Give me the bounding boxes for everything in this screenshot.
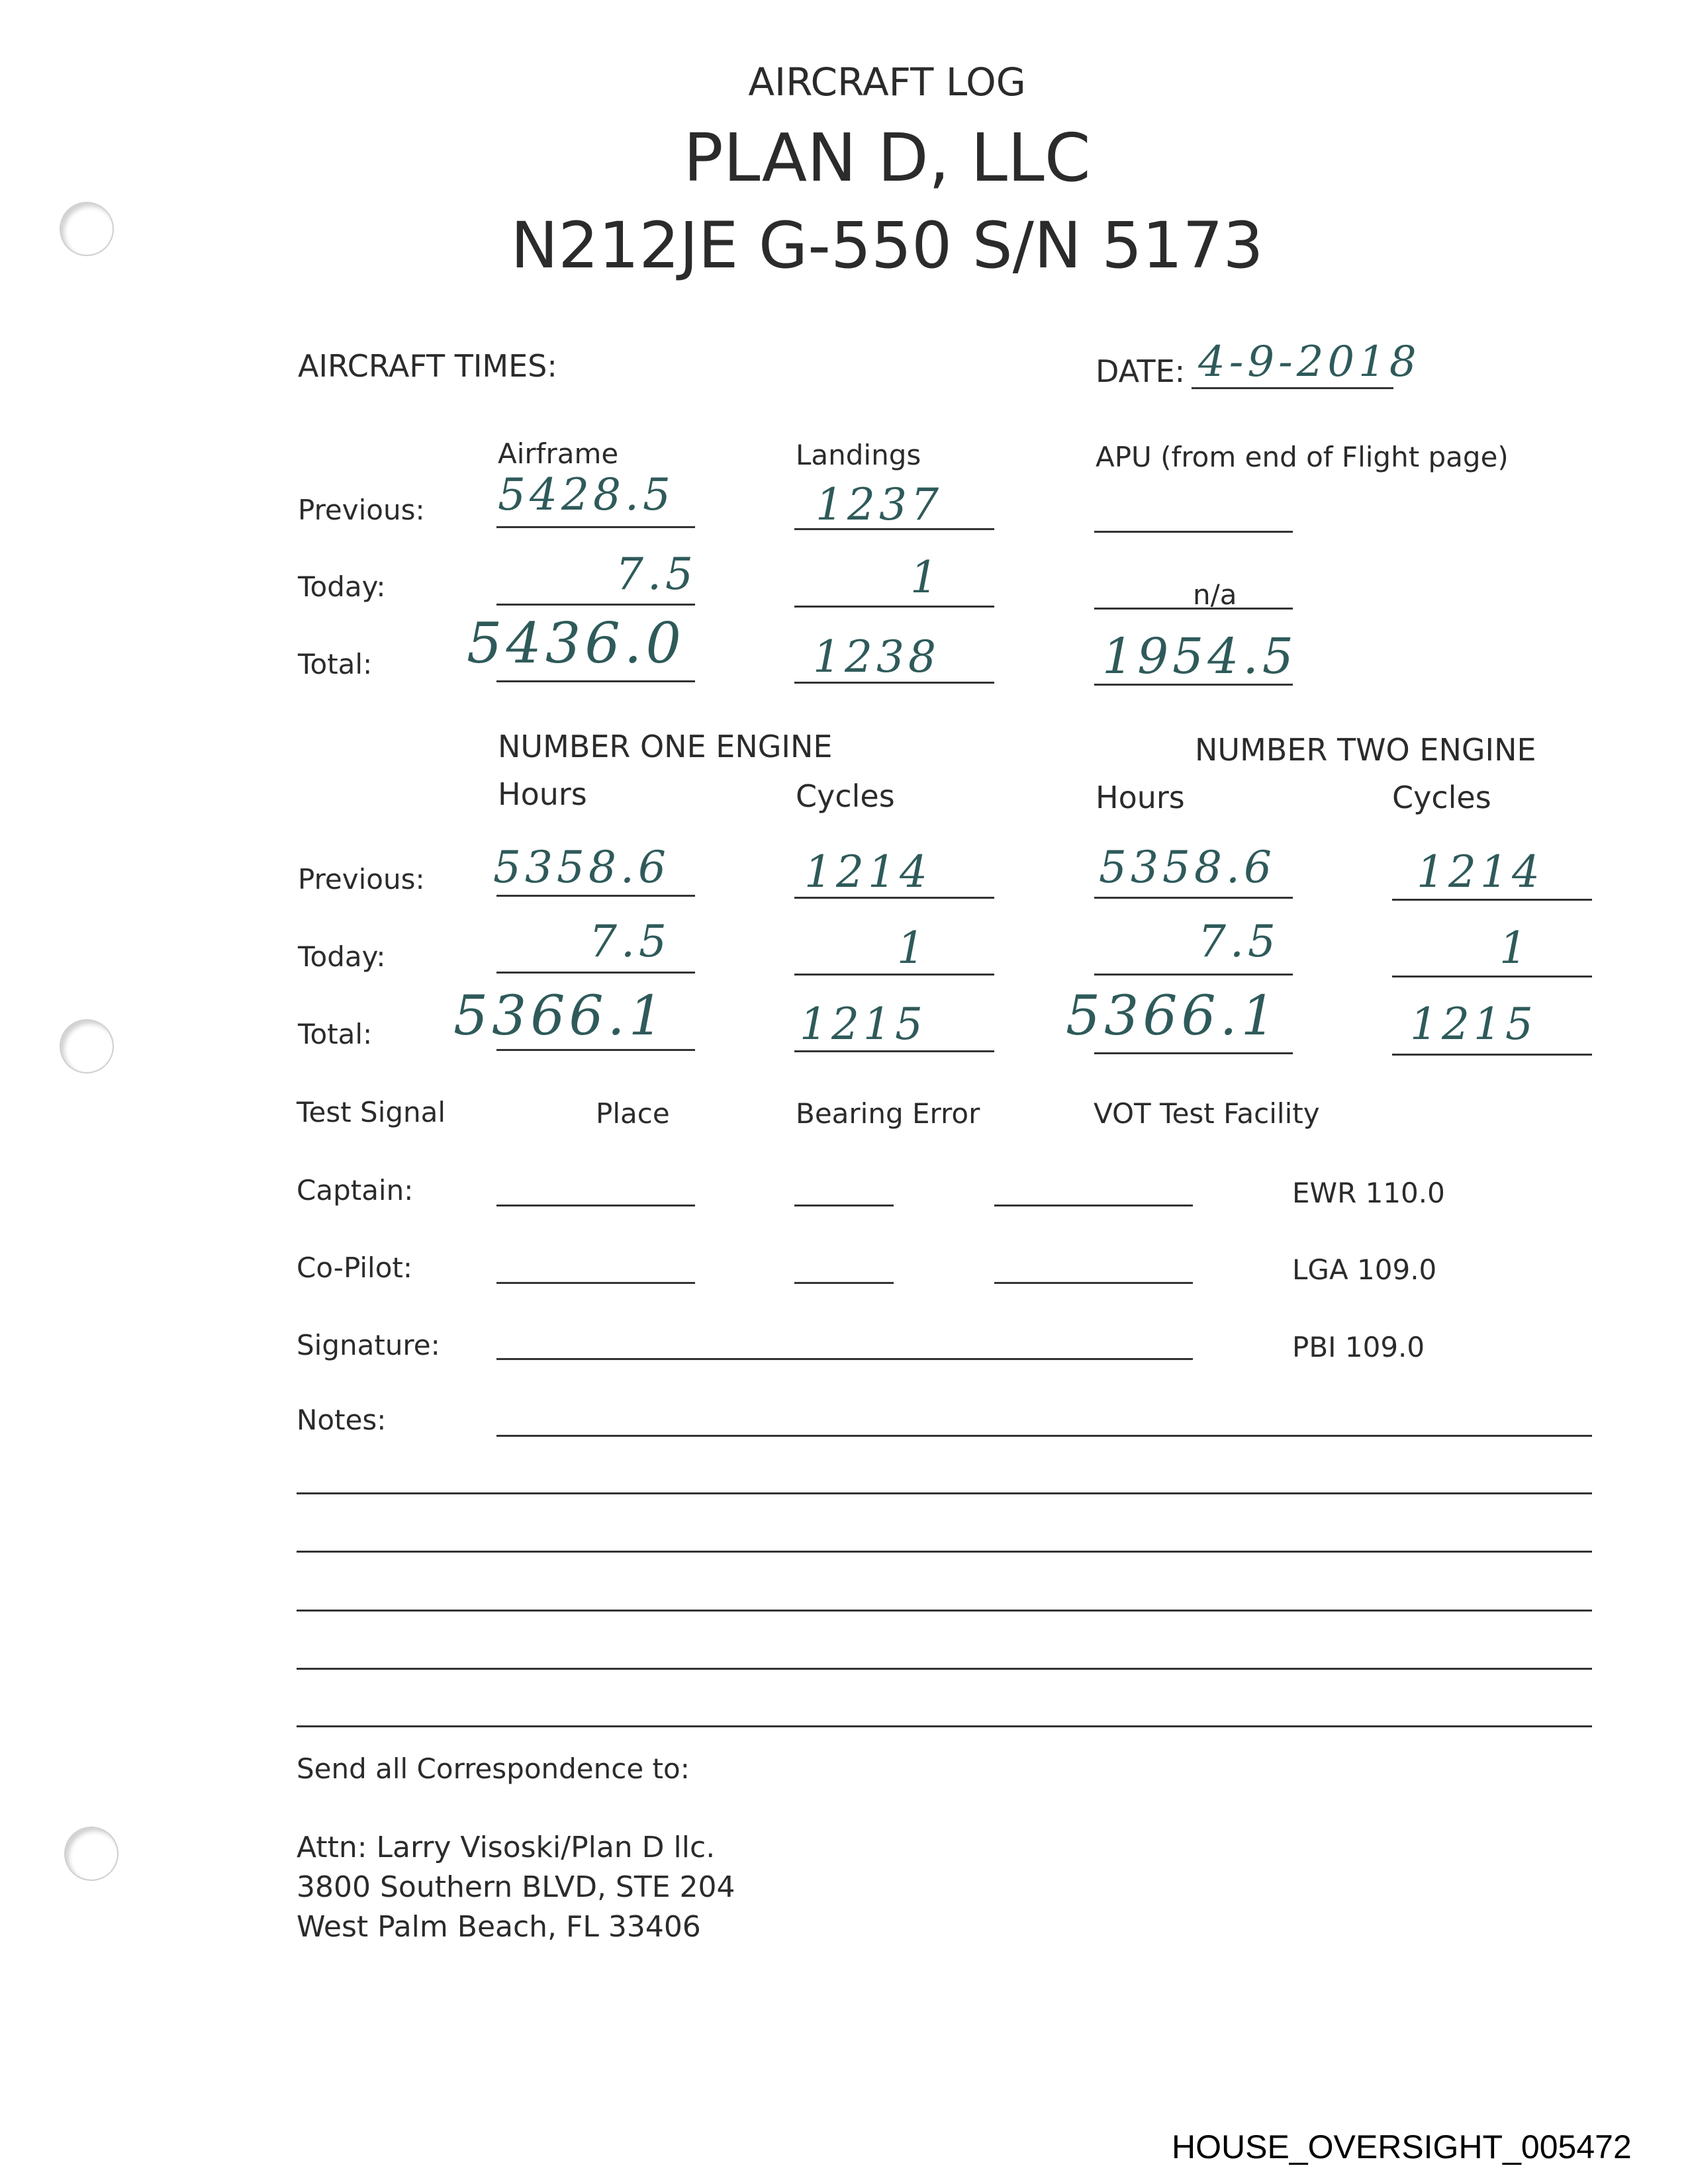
correspondence-heading: Send all Correspondence to: bbox=[297, 1752, 690, 1785]
apu-col-header: APU (from end of Flight page) bbox=[1096, 441, 1509, 473]
engine-two-hours-total-line bbox=[1094, 1052, 1293, 1054]
apu-total-line bbox=[1094, 684, 1293, 686]
engine-one-hours-header: Hours bbox=[498, 776, 587, 812]
landings-previous-line bbox=[794, 528, 994, 530]
notes-line-1 bbox=[496, 1435, 1592, 1437]
binder-hole-middle bbox=[60, 1019, 114, 1073]
engine-one-cycles-previous: 1214 bbox=[804, 846, 931, 897]
aircraft-times-label: AIRCRAFT TIMES: bbox=[298, 348, 557, 384]
company-name: PLAN D, LLC bbox=[683, 119, 1091, 197]
engine-one-hours-previous: 5358.6 bbox=[493, 842, 670, 893]
engine-one-header: NUMBER ONE ENGINE bbox=[498, 729, 833, 764]
document-id: HOUSE_OVERSIGHT_005472 bbox=[1172, 2128, 1632, 2165]
engine-two-hours-total: 5366.1 bbox=[1066, 985, 1280, 1048]
engine-two-header: NUMBER TWO ENGINE bbox=[1195, 732, 1536, 768]
captain-vot-line bbox=[994, 1205, 1193, 1206]
copilot-label: Co-Pilot: bbox=[297, 1251, 413, 1284]
engine-two-hours-today-line bbox=[1094, 974, 1293, 976]
landings-col-header: Landings bbox=[796, 439, 921, 471]
apu-previous-line bbox=[1094, 531, 1293, 533]
engine-one-hours-today: 7.5 bbox=[589, 916, 671, 967]
engine-one-cycles-total: 1215 bbox=[800, 999, 927, 1050]
facility-ewr: EWR 110.0 bbox=[1292, 1177, 1445, 1209]
signature-label: Signature: bbox=[297, 1329, 440, 1361]
landings-previous: 1237 bbox=[816, 479, 943, 530]
total-label: Total: bbox=[298, 648, 373, 680]
notes-line-4 bbox=[297, 1610, 1592, 1612]
engine-one-cycles-previous-line bbox=[794, 897, 994, 899]
engine-two-cycles-today: 1 bbox=[1499, 923, 1531, 974]
engine-two-cycles-previous-line bbox=[1392, 899, 1592, 901]
airframe-today: 7.5 bbox=[616, 549, 697, 600]
engine-two-cycles-total: 1215 bbox=[1410, 999, 1537, 1050]
airframe-total-line bbox=[496, 680, 695, 682]
captain-bearing-line bbox=[794, 1205, 894, 1206]
captain-place-line bbox=[496, 1205, 695, 1206]
landings-total-line bbox=[794, 682, 994, 684]
notes-line-2 bbox=[297, 1492, 1592, 1494]
notes-label: Notes: bbox=[297, 1404, 387, 1436]
engine-two-hours-today: 7.5 bbox=[1198, 916, 1280, 967]
engine-two-cycles-previous: 1214 bbox=[1417, 846, 1544, 897]
engine-two-cycles-header: Cycles bbox=[1392, 780, 1491, 815]
captain-label: Captain: bbox=[297, 1174, 414, 1206]
engine-one-hours-total: 5366.1 bbox=[453, 985, 667, 1048]
address-line-3: West Palm Beach, FL 33406 bbox=[297, 1910, 701, 1944]
engine-one-cycles-today-line bbox=[794, 974, 994, 976]
airframe-col-header: Airframe bbox=[498, 437, 619, 470]
engine-one-hours-previous-line bbox=[496, 895, 695, 897]
airframe-today-line bbox=[496, 604, 695, 606]
date-underline bbox=[1192, 387, 1393, 389]
apu-total: 1954.5 bbox=[1102, 628, 1297, 685]
notes-line-5 bbox=[297, 1668, 1592, 1670]
engine-one-cycles-total-line bbox=[794, 1050, 994, 1052]
facility-pbi: PBI 109.0 bbox=[1292, 1331, 1425, 1363]
engine-one-cycles-header: Cycles bbox=[796, 778, 895, 814]
engine-total-label: Total: bbox=[298, 1018, 373, 1050]
landings-total: 1238 bbox=[813, 631, 940, 682]
address-line-1: Attn: Larry Visoski/Plan D llc. bbox=[297, 1831, 716, 1864]
log-title: AIRCRAFT LOG bbox=[748, 60, 1026, 105]
copilot-place-line bbox=[496, 1282, 695, 1284]
copilot-vot-line bbox=[994, 1282, 1193, 1284]
test-signal-label: Test Signal bbox=[297, 1096, 446, 1128]
engine-two-hours-previous: 5358.6 bbox=[1099, 842, 1276, 893]
airframe-previous-line bbox=[496, 526, 695, 528]
airframe-total: 5436.0 bbox=[467, 611, 685, 676]
engine-today-label: Today: bbox=[298, 940, 386, 973]
airframe-previous: 5428.5 bbox=[498, 469, 675, 520]
apu-today: n/a bbox=[1193, 578, 1237, 611]
engine-previous-label: Previous: bbox=[298, 863, 425, 895]
notes-line-6 bbox=[297, 1725, 1592, 1727]
notes-line-3 bbox=[297, 1551, 1592, 1553]
copilot-bearing-line bbox=[794, 1282, 894, 1284]
place-label: Place bbox=[596, 1097, 670, 1130]
signature-line bbox=[496, 1358, 1193, 1360]
landings-today-line bbox=[794, 606, 994, 608]
address-line-2: 3800 Southern BLVD, STE 204 bbox=[297, 1870, 735, 1904]
engine-one-hours-today-line bbox=[496, 972, 695, 974]
engine-one-hours-total-line bbox=[496, 1049, 695, 1051]
landings-today: 1 bbox=[910, 552, 942, 603]
today-label: Today: bbox=[298, 570, 386, 603]
engine-two-cycles-today-line bbox=[1392, 976, 1592, 978]
facility-lga: LGA 109.0 bbox=[1292, 1253, 1437, 1286]
binder-hole-bottom bbox=[64, 1827, 118, 1881]
engine-two-hours-header: Hours bbox=[1096, 780, 1185, 815]
bearing-error-label: Bearing Error bbox=[796, 1097, 980, 1130]
aircraft-id: N212JE G-550 S/N 5173 bbox=[510, 208, 1264, 283]
date-label: DATE: bbox=[1096, 353, 1186, 389]
vot-facility-label: VOT Test Facility bbox=[1094, 1097, 1320, 1130]
previous-label: Previous: bbox=[298, 494, 425, 526]
apu-today-line bbox=[1094, 608, 1293, 610]
engine-one-cycles-today: 1 bbox=[897, 923, 929, 974]
engine-two-cycles-total-line bbox=[1392, 1054, 1592, 1056]
engine-two-hours-previous-line bbox=[1094, 897, 1293, 899]
date-value: 4-9-2018 bbox=[1198, 338, 1421, 387]
